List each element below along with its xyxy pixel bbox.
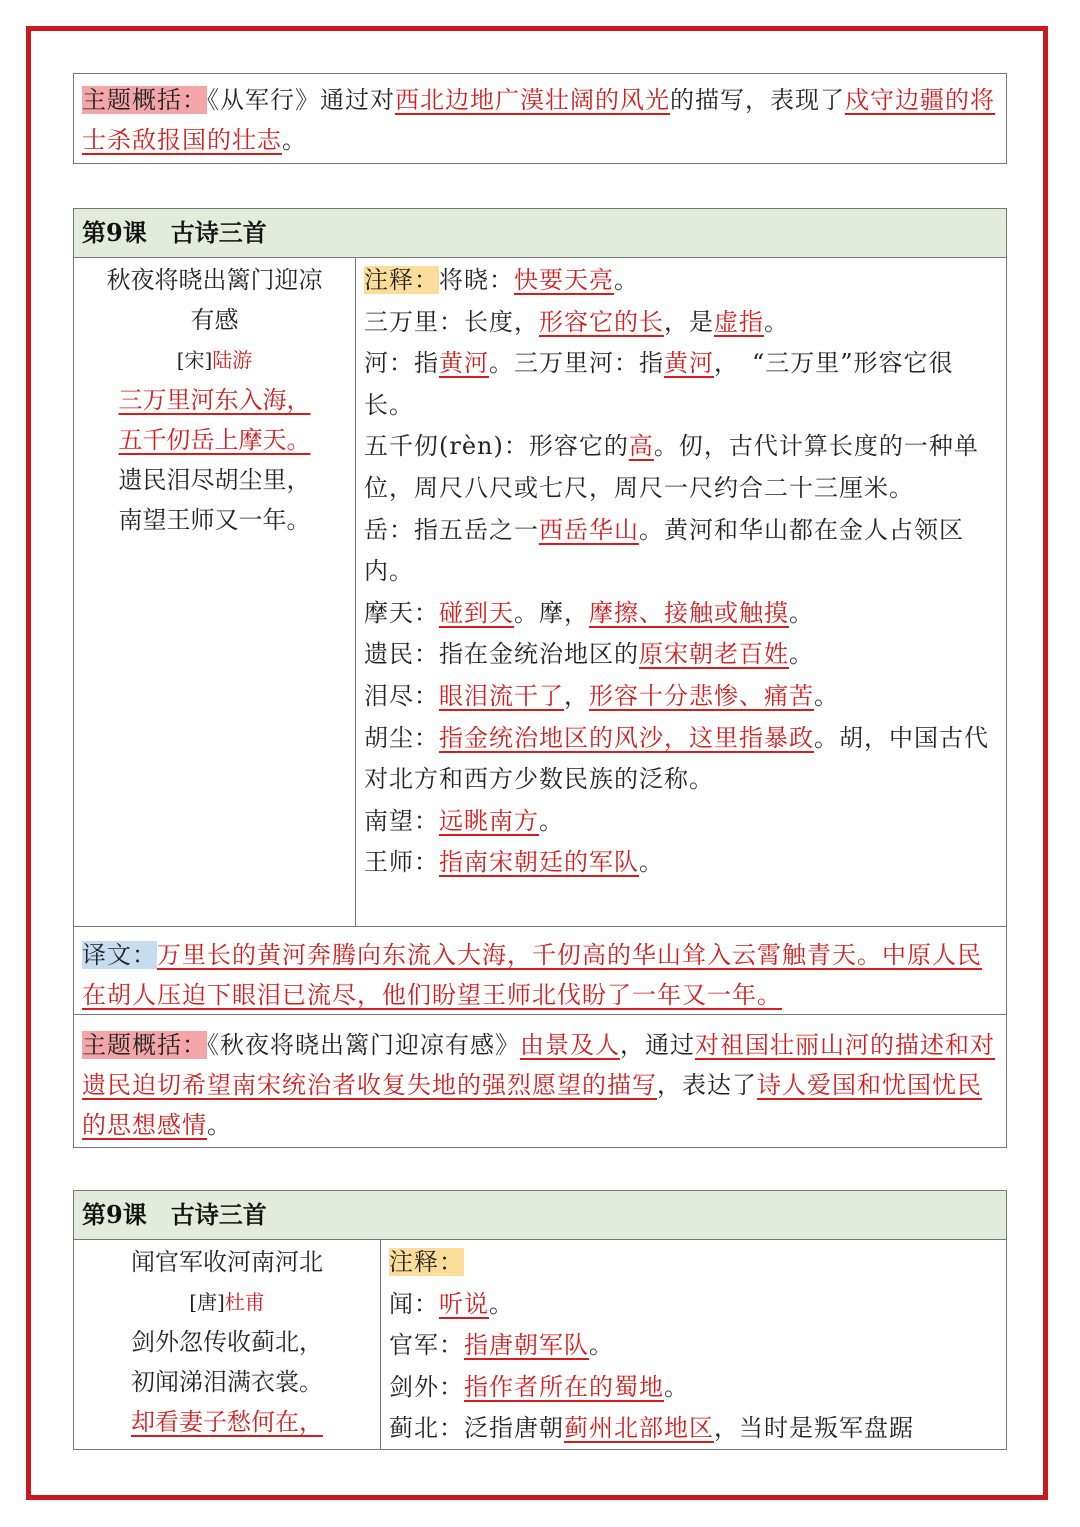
note-item: 遗民：指在金统治地区的原宋朝老百姓。 xyxy=(364,640,814,669)
note-item: 三万里：长度，形容它的长，是虚指。 xyxy=(364,307,789,336)
note-item: 闻：听说。 xyxy=(389,1289,514,1318)
poem-author: [宋]陆游 xyxy=(176,348,253,372)
poem-panel xyxy=(74,1240,381,1450)
poem-line: 五千仞岳上摩天。 xyxy=(118,426,311,454)
note-item: 岳：指五岳之一西岳华山。黄河和华山都在金人占领区内。 xyxy=(364,515,964,586)
lesson-2-table xyxy=(73,1190,1007,1450)
poem-line: 遗民泪尽胡尘里， xyxy=(118,466,311,494)
poem-title: 秋夜将晓出篱门迎凉有感 xyxy=(106,266,323,334)
note-item: 蓟北：泛指唐朝蓟州北部地区，当时是叛军盘踞 xyxy=(389,1414,914,1443)
note-item: 南望：远眺南方。 xyxy=(364,806,564,835)
poem-panel xyxy=(74,258,356,926)
note-item xyxy=(389,1242,998,1284)
translation-text: 译文：万里长的黄河奔腾向东流入大海，千仞高的华山耸入云霄触青天。中原人民在胡人压迫下眼泪已流尽，他们盼望王师北伐盼了一年又一年。 xyxy=(82,941,982,1009)
summary-text: 主题概括：《秋夜将晓出篱门迎凉有感》由景及人，通过对祖国壮丽山河的描述和对遗民迫切希望南宋统治者收复失地的强烈愿望的描写，表达了诗人爱国和忧国忧民的思想感情。 xyxy=(82,1031,995,1139)
translation-section xyxy=(74,926,1006,1014)
notes-label: 注释： xyxy=(389,1248,464,1276)
poem-line: 南望王师又一年。 xyxy=(118,506,311,534)
summary-label: 主题概括： xyxy=(82,1031,207,1059)
note-item: 五千仞(rèn)：形容它的高。仞，古代计算长度的一种单位，周尺八尺或七尺，周尺一尺约合二十三厘米。 xyxy=(364,432,979,502)
note-item: 官军：指唐朝军队。 xyxy=(389,1331,614,1360)
summary-label: 主题概括： xyxy=(82,86,207,114)
lesson-1-header: 第9课 古诗三首 xyxy=(74,209,1006,258)
poem-title: 闻官军收河南河北 xyxy=(131,1248,323,1276)
poem-line: 剑外忽传收蓟北， xyxy=(131,1328,323,1356)
poem-line: 却看妻子愁何在， xyxy=(131,1408,323,1436)
lesson-1-summary xyxy=(74,1014,1006,1145)
poem-author: [唐]杜甫 xyxy=(189,1290,265,1314)
top-summary-text: 主题概括：《从军行》通过对西北边地广漠壮阔的风光的描写，表现了戍守边疆的将士杀敌报国的壮志。 xyxy=(82,86,995,154)
note-item: 摩天：碰到天。摩，摩擦、接触或触摸。 xyxy=(364,598,814,627)
lesson-2-header: 第9课 古诗三首 xyxy=(74,1191,1006,1240)
notes-panel xyxy=(356,258,1006,926)
lesson-1-table xyxy=(73,208,1007,1148)
note-item: 河：指黄河。三万里河：指黄河， “三万里”形容它很长。 xyxy=(364,349,954,419)
note-item: 胡尘：指金统治地区的风沙，这里指暴政。胡，中国古代对北方和西方少数民族的泛称。 xyxy=(364,723,989,794)
poem-line: 三万里河东入海， xyxy=(118,386,311,414)
notes-label: 注释： xyxy=(364,266,439,294)
poem-line: 初闻涕泪满衣裳。 xyxy=(131,1368,323,1396)
note-item: 注释：将晓：快要天亮。 xyxy=(364,266,639,294)
lesson-1-body xyxy=(74,258,1006,926)
note-item: 剑外：指作者所在的蜀地。 xyxy=(389,1372,689,1401)
note-item: 泪尽：眼泪流干了，形容十分悲惨、痛苦。 xyxy=(364,681,839,710)
translation-label: 译文： xyxy=(82,941,157,969)
notes-panel xyxy=(381,1240,1006,1450)
top-summary-box xyxy=(73,73,1007,164)
note-item: 王师：指南宋朝廷的军队。 xyxy=(364,848,664,877)
lesson-2-body xyxy=(74,1240,1006,1450)
